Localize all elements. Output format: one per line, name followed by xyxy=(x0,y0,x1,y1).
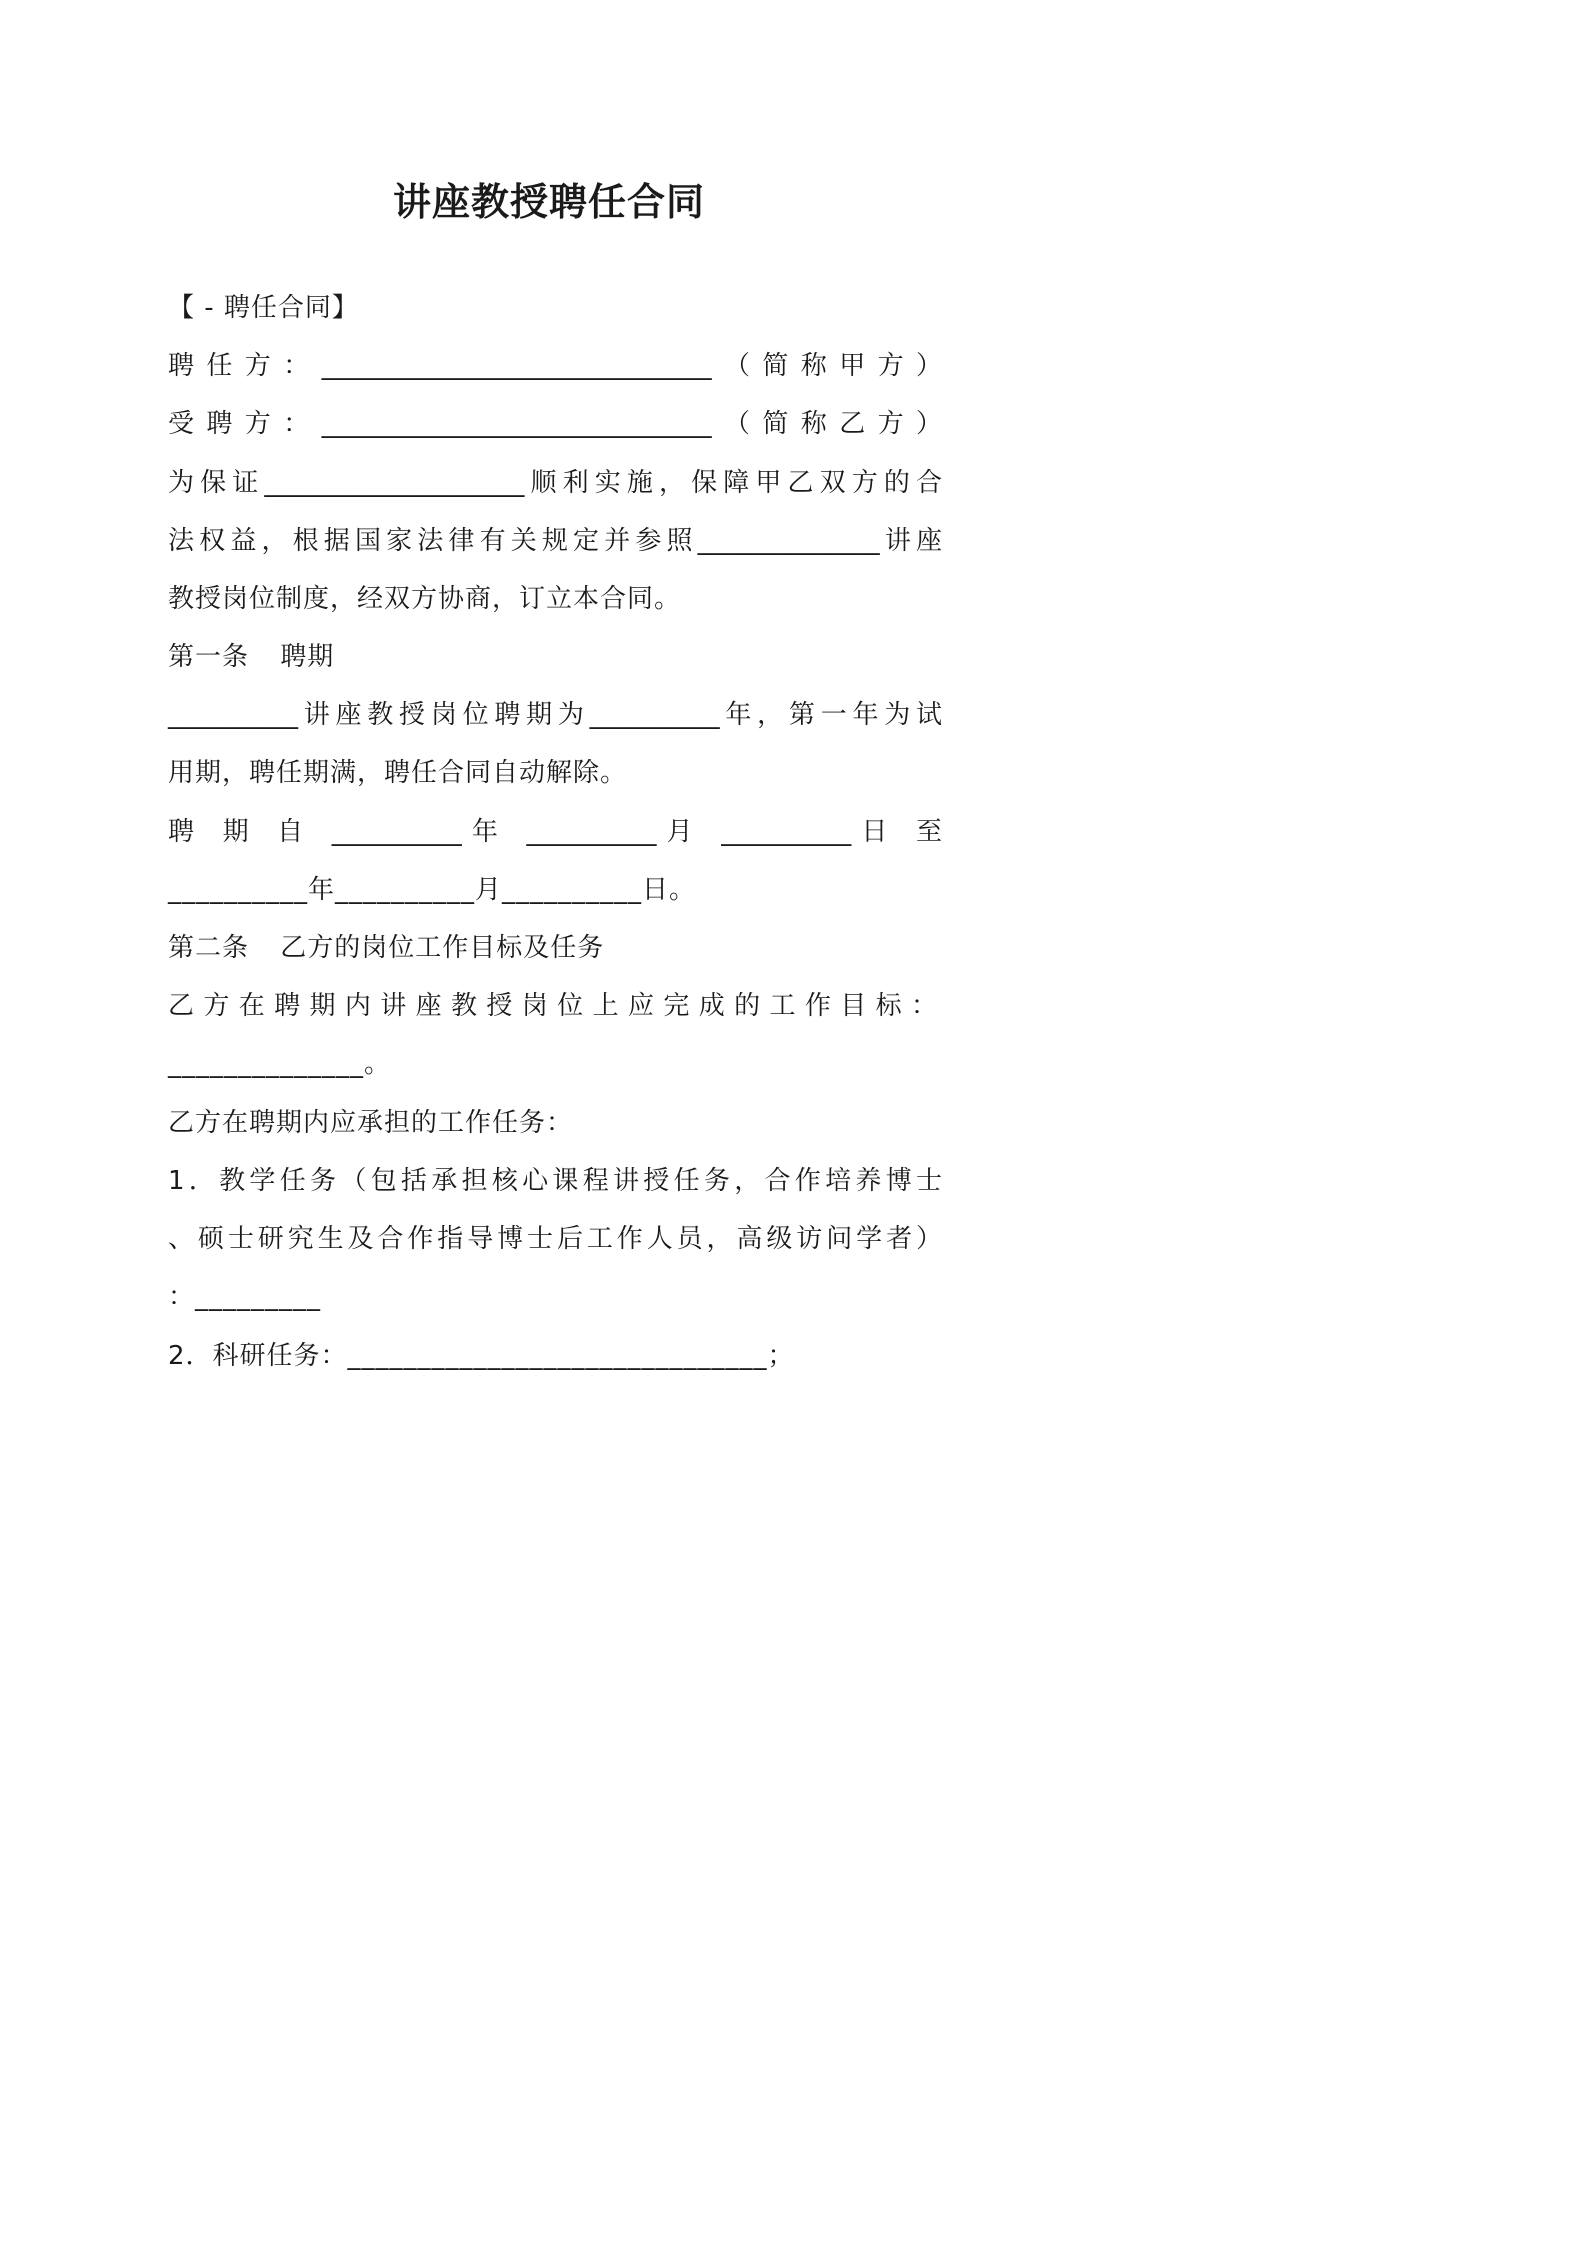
article-1-line-1: __________讲座教授岗位聘期为__________年，第一年为试 xyxy=(168,700,942,730)
term-dates-line-1: 聘 期 自 __________年 __________月 __________日 至 xyxy=(168,817,942,847)
research-task-line: 2．科研任务：______________________________； xyxy=(168,1341,795,1371)
teaching-task-line-2: 、硕士研究生及合作指导博士后工作人员，高级访问学者） xyxy=(168,1224,942,1254)
section-label: 【 - 聘任合同】 xyxy=(168,293,359,323)
teaching-task-line-1: 1．教学任务（包括承担核心课程讲授任务，合作培养博士 xyxy=(168,1166,942,1196)
document-title: 讲座教授聘任合同 xyxy=(392,180,705,224)
document-page xyxy=(0,0,1098,1552)
employer-line: 聘任方：______________________________（简称甲方） xyxy=(168,351,942,381)
article-2-heading: 第二条 乙方的岗位工作目标及任务 xyxy=(168,933,605,963)
teaching-task-blank: ：_________ xyxy=(168,1282,322,1312)
article-1-line-2: 用期，聘任期满，聘任合同自动解除。 xyxy=(168,758,628,788)
work-goal-line: 乙方在聘期内讲座教授岗位上应完成的工作目标： xyxy=(168,991,942,1021)
term-dates-line-2: __________年__________月__________日。 xyxy=(168,875,697,905)
employee-line: 受聘方：______________________________（简称乙方） xyxy=(168,409,942,439)
work-tasks-intro: 乙方在聘期内应承担的工作任务： xyxy=(168,1108,574,1138)
preamble-line-3: 教授岗位制度，经双方协商，订立本合同。 xyxy=(168,584,682,614)
preamble-line-2: 法权益，根据国家法律有关规定并参照______________讲座 xyxy=(168,526,942,556)
article-1-heading: 第一条 聘期 xyxy=(168,642,335,672)
work-goal-blank: ______________。 xyxy=(168,1049,392,1079)
preamble-line-1: 为保证____________________顺利实施，保障甲乙双方的合 xyxy=(168,468,942,498)
